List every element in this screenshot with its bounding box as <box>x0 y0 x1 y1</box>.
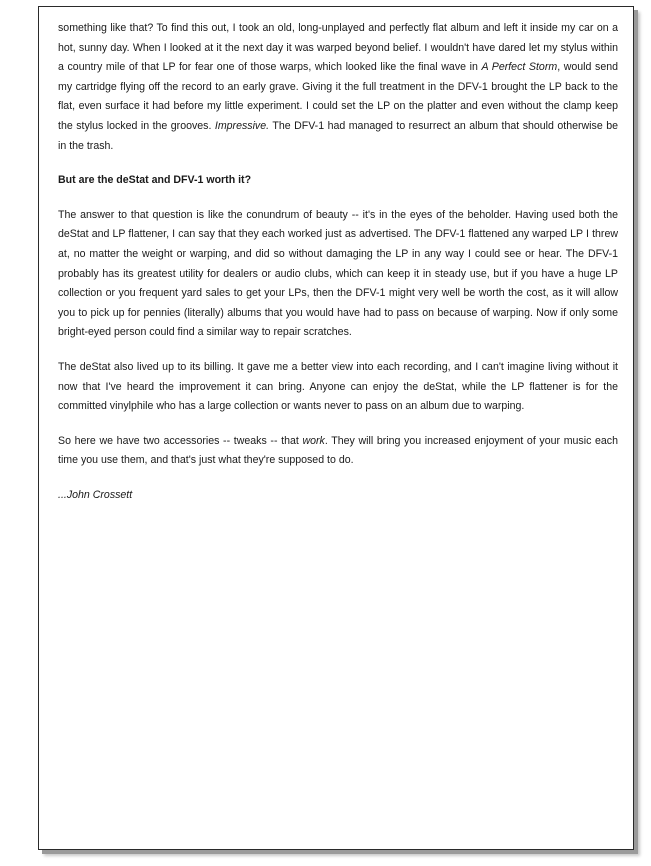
paragraph-worth-it: The answer to that question is like the conundrum of beauty -- it's in the eyes of the beholder. Having used both the deStat and LP flattener, I can say that they each worked just as advertised. The DFV-1 flattened any warped LP I threw at, no matter the weight or warping, and did so without damaging the LP in any way I could see or hear. The DFV-1 probably has its greatest utility for dealers or audio clubs, which can keep it in steady use, but if you have a huge LP collection or you frequent yard sales to get your LPs, then the DFV-1 might very well be worth the cost, as it will allow you to pick up for pennies (literally) albums that you would have had to pass on because of warping. Now if only some bright-eyed person could find a similar way to repair scratches. <box>58 208 618 339</box>
document-page <box>38 6 634 850</box>
paragraph-destat: The deStat also lived up to its billing. It gave me a better view into each recording, and I can't imagine living without it now that I've heard the improvement it can bring. Anyone can enjoy the deStat, while the LP flattener is for the committed vinylphile who has a large collection or wants never to pass on an album due to warping. <box>58 360 618 413</box>
paragraph-conclusion: So here we have two accessories -- tweaks -- that work. They will bring you increased enjoyment of your music each time you use them, and that's just what they're supposed to do. <box>58 434 618 467</box>
emphasis-impressive: Impressive. <box>214 119 270 132</box>
paragraph-experiment: something like that? To find this out, I took an old, long-unplayed and perfectly flat album and left it inside my car on a hot, sunny day. When I looked at it the next day it was warped beyond belief. I wouldn't have dared let my stylus within a country mile of that LP for fear one of those warps, which looked like the final wave in A Perfect Storm, would send my cartridge flying off the record to an early grave. Giving it the full treatment in the DFV-1 brought the LP back to the flat, even surface it had before my little experiment. I could set the LP on the platter and even without the clamp keep the stylus locked in the grooves. Impressive. The DFV-1 had managed to resurrect an album that should otherwise be in the trash. <box>58 22 618 152</box>
author-signature: ...John Crossett <box>58 488 133 501</box>
section-heading: But are the deStat and DFV-1 worth it? <box>58 174 252 187</box>
emphasis-work: work <box>302 434 325 447</box>
article-body <box>58 19 618 520</box>
movie-title: A Perfect Storm <box>481 61 558 74</box>
